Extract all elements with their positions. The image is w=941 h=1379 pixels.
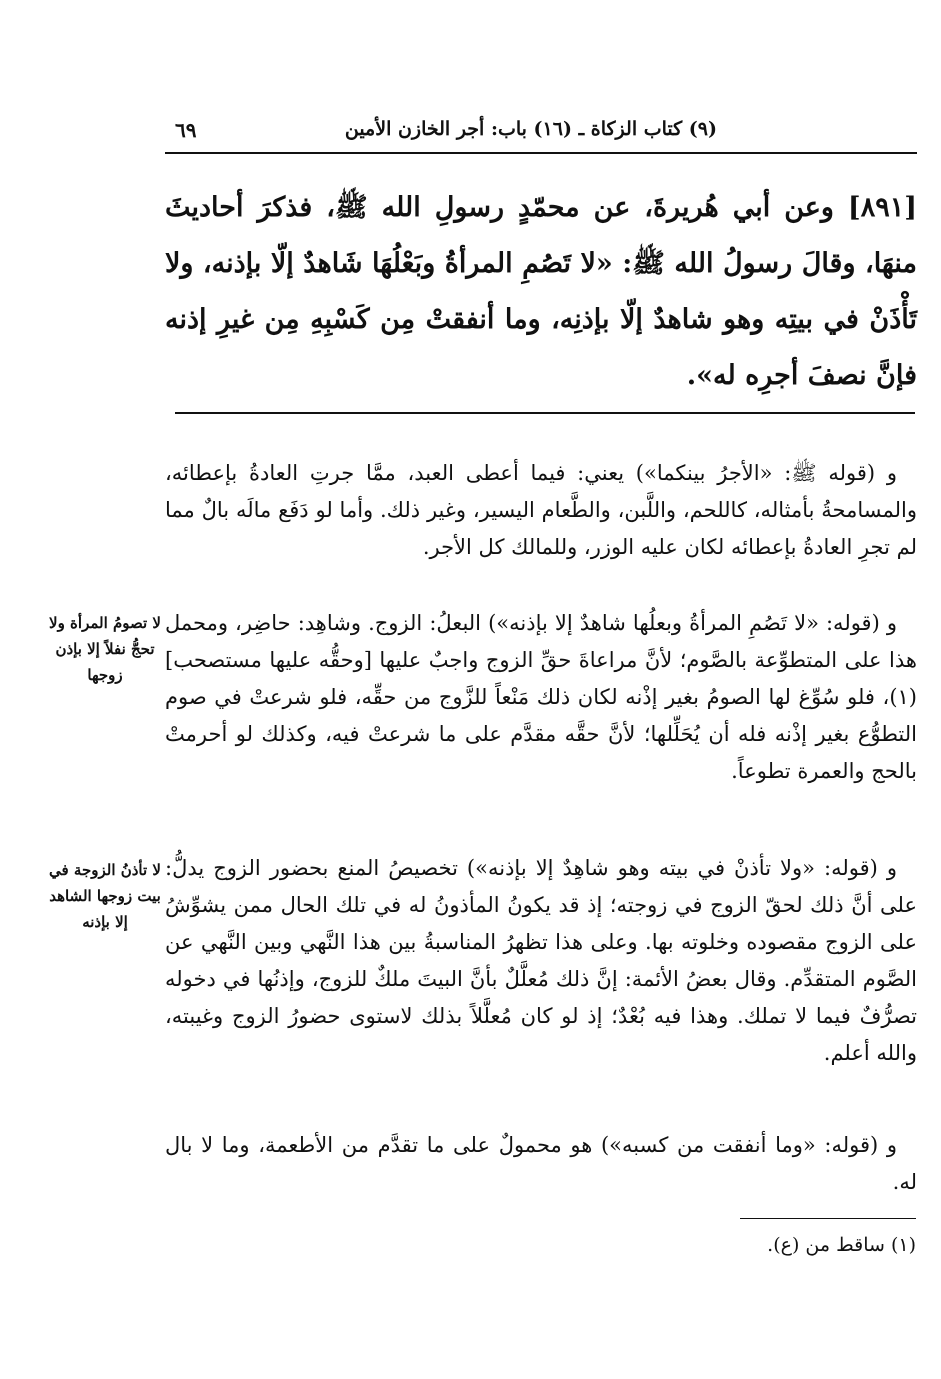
section-divider [175, 412, 915, 414]
commentary-paragraph-1: و (قوله ﷺ: «الأجرُ بينكما») يعني: فيما أعطى العبد، ممَّا جرتِ العادةُ بإعطائه، والمسامحةُ بأمثاله، كاللحم، واللَّبن، والطَّعام اليسير، وغير ذلك. وأما لو دَفَع مالَه بالٌ مما لم تجرِ العادةُ بإعطائه لكان عليه الوزر، وللمالك كل الأجر. [165, 461, 917, 559]
hadith-text: [٨٩١] وعن أبي هُريرةَ، عن محمّدٍ رسولِ الله ﷺ، فذكرَ أحاديثَ منهَا، وقالَ رسولُ الله ﷺ: «لا تَصُمِ المرأةُ وبَعْلُهَا شَاهدٌ إلّا بإذنه، ولا تَأْذَنْ في بيتِه وهو شاهدٌ إلّا بإذنِه، وما أنفقتْ مِن كَسْبِهِ مِن غيرِ إذنه فإنَّ نصفَ أجرِه له». [165, 192, 917, 391]
commentary-paragraph-4: و (قوله: «وما أنفقت من كسبه») هو محمولٌ على ما تقدَّم من الأطعمة، وما لا بال له. [165, 1133, 917, 1194]
hadith-text-block [165, 180, 917, 404]
footnote: (١) ساقط من (ع). [767, 1234, 916, 1256]
running-header [165, 118, 917, 154]
footnote-divider [740, 1218, 916, 1219]
margin-note-permission: لا تأذنُ الزوجة في بيت زوجها الشاهد إلا بإذنه [49, 861, 161, 931]
commentary-paragraph-3: و (قوله: «ولا تأذنْ في بيته وهو شاهِدٌ إلا بإذنه») تخصيصُ المنع بحضور الزوج يدلُّ: على أنَّ ذلك لحقّ الزوج في زوجته؛ إذ قد يكونُ المأذونُ له في تلك الحال ممن يشوِّشُ على الزوج مقصوده وخلوته بها. وعلى هذا تظهرُ المناسبةُ بين هذا النَّهي وبين النَّهي عن الصَّوم المتقدِّم. وقال بعضُ الأئمة: إنَّ ذلك مُعلَّلٌ بأنَّ البيتَ ملكٌ للزوج، وإذنُها في دخوله تصرُّفٌ فيما لا تملك. وهذا فيه بُعْدٌ؛ إذ لو كان مُعلَّلاً بذلك لاستوى حضورُ الزوج وغيبته، والله أعلم. [165, 856, 917, 1065]
chapter-title: (٩) كتاب الزكاة ـ (١٦) باب: أجر الخازن الأمين [344, 118, 717, 140]
commentary-paragraph-2: و (قوله: «لا تَصُمِ المرأةُ وبعلُها شاهدٌ إلا بإذنه») البعلُ: الزوج. وشاهِد: حاضِر، ومحمل هذا على المتطوِّعة بالصَّوم؛ لأنَّ مراعاةَ حقِّ الزوج واجبٌ عليها [وحقُّه عليها مستصحب](١)، فلو سُوِّغ لها الصومُ بغير إذْنه لكان ذلك مَنْعاً للزَّوج من حقِّه، فلو شرعتْ في صوم التطوُّع بغير إذْنه فله أن يُحَلِّلها؛ لأنَّ حقَّه مقدَّم على ما شرعتْ فيه، وكذلك لو أحرمتْ بالحج والعمرة تطوعاً. [165, 611, 917, 783]
margin-note-fasting: لا تصومُ المرأة ولا تحجُّ نفلاً إلا بإذن زوجها [49, 614, 161, 684]
page-number: ٦٩ [175, 118, 197, 142]
